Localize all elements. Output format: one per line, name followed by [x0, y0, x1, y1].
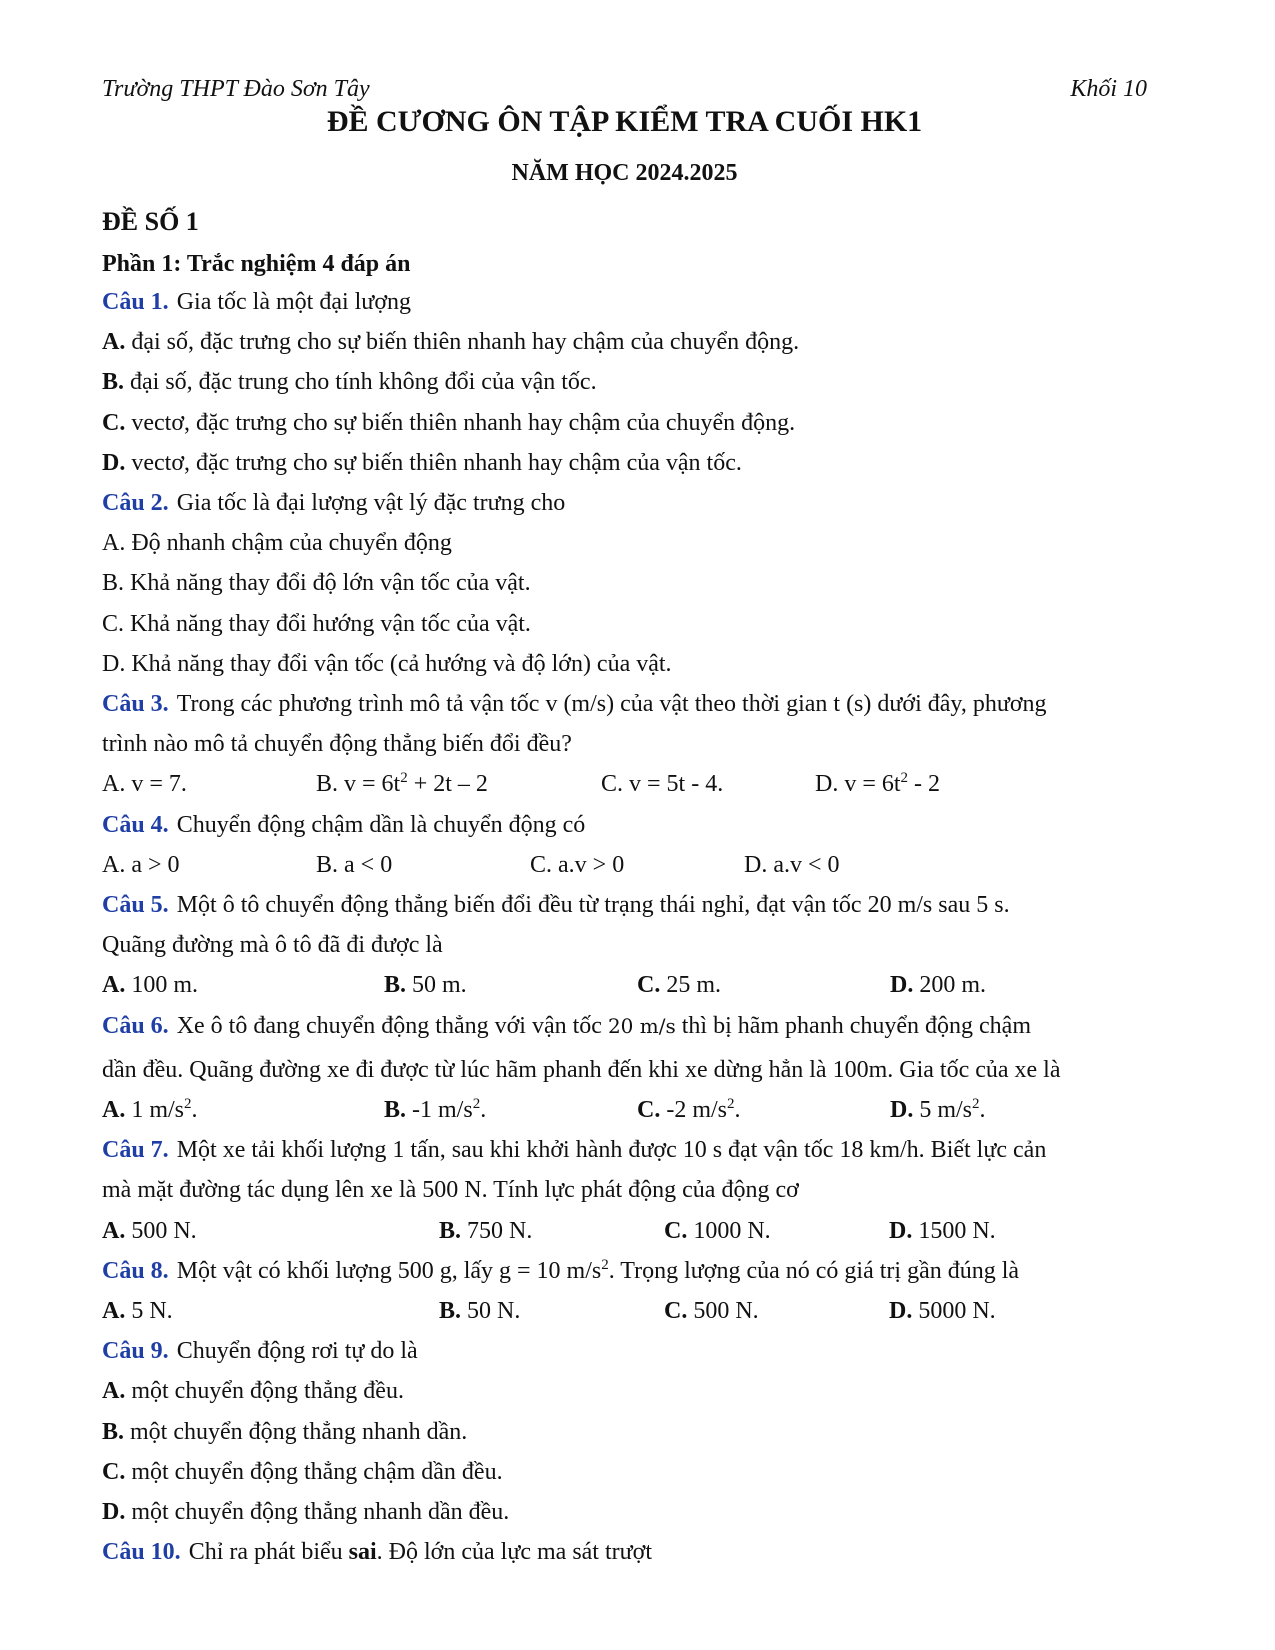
option-c: C. a.v > 0	[530, 851, 625, 878]
question-9	[102, 1331, 1147, 1371]
question-text: . Độ lớn của lực ma sát trượt	[376, 1539, 653, 1566]
options-row	[102, 1291, 1147, 1331]
options-row	[102, 965, 1147, 1005]
page-header	[102, 72, 1147, 106]
option-a: A. 5 N.	[102, 1298, 173, 1325]
exam-number: ĐỀ SỐ 1	[102, 207, 199, 236]
option-a: A. v = 7.	[102, 771, 187, 798]
question-label: Câu 9.	[102, 1338, 169, 1365]
option-c: C. Khả năng thay đổi hướng vận tốc của vật.	[102, 610, 531, 637]
option-d: D. 200 m.	[890, 972, 987, 999]
question-text: Gia tốc là đại lượng vật lý đặc trưng cho	[176, 490, 566, 517]
superscript: 2	[601, 1256, 609, 1273]
options-row	[102, 845, 1147, 885]
question-label: Câu 5.	[102, 892, 169, 919]
option-b: B. $v = 6t^2 + 2t - 2$	[316, 770, 488, 798]
option-c: C. 1000 N.	[664, 1217, 771, 1244]
question-text: Chuyển động chậm dần là chuyển động có	[176, 811, 586, 838]
option-b: B. 750 N.	[439, 1217, 533, 1244]
option-c	[102, 403, 1147, 443]
option-d: D. 5000 N.	[889, 1298, 996, 1325]
option-d	[102, 443, 1147, 483]
school-name: Trường THPT Đào Sơn Tây	[102, 76, 370, 102]
option-c: C. một chuyển động thẳng chậm dần đều.	[102, 1458, 503, 1485]
question-2	[102, 483, 1147, 523]
option-d: D. $v = 6t^2 - 2$	[815, 770, 941, 798]
option-b	[102, 362, 1147, 402]
option-text: vectơ, đặc trưng cho sự biến thiên nhanh hay chậm của vận tốc.	[131, 449, 742, 476]
option-letter: A.	[102, 329, 126, 356]
school-year: NĂM HỌC 2024.2025	[511, 160, 738, 186]
speed-value: 20 m/s	[607, 1013, 676, 1038]
option-d: D. 1500 N.	[889, 1217, 996, 1244]
question-text: Gia tốc là một đại lượng	[176, 289, 412, 315]
option-b: B. Khả năng thay đổi độ lớn vận tốc của vật.	[102, 570, 531, 597]
question-1	[102, 282, 1147, 322]
question-3	[102, 684, 1147, 724]
question-10	[102, 1532, 1147, 1572]
option-d: D. Khả năng thay đổi vận tốc (cả hướng và độ lớn) của vật.	[102, 650, 672, 677]
question-text: Một ô tô chuyển động thẳng biến đổi đều từ trạng thái nghỉ, đạt vận tốc 20 m/s sau 5 s.	[176, 892, 1010, 919]
option-d: D. một chuyển động thẳng nhanh dần đều.	[102, 1499, 510, 1526]
option-text: đại số, đặc trưng cho sự biến thiên nhanh hay chậm của chuyển động.	[131, 329, 800, 356]
option-b: B. 50 N.	[439, 1298, 521, 1325]
option-a: A. Độ nhanh chậm của chuyển động	[102, 530, 452, 557]
emphasis-word: sai	[348, 1539, 377, 1566]
question-text: Chỉ ra phát biểu	[188, 1539, 343, 1566]
question-text: Một vật có khối lượng 500 g, lấy g = 10 m/s	[176, 1257, 602, 1284]
option-d: D. a.v < 0	[744, 851, 840, 878]
question-label: Câu 8.	[102, 1257, 169, 1284]
question-6	[102, 1006, 1147, 1046]
grade-label: Khối 10	[1070, 76, 1147, 102]
question-7	[102, 1130, 1147, 1170]
options-row	[102, 764, 1147, 804]
option-letter: B.	[102, 369, 125, 396]
question-text: Xe ô tô đang chuyển động thẳng với vận tốc	[176, 1012, 602, 1039]
option-a: A. 1 $m/s^2$.	[102, 1096, 198, 1124]
document-title: ĐỀ CƯƠNG ÔN TẬP KIỂM TRA CUỐI HK1	[326, 105, 923, 138]
question-8	[102, 1251, 1147, 1291]
option-b: B. một chuyển động thẳng nhanh dần.	[102, 1418, 468, 1445]
question-4	[102, 805, 1147, 845]
option-a: A. một chuyển động thẳng đều.	[102, 1378, 404, 1405]
option-c: C. 25 m.	[637, 972, 722, 999]
question-label: Câu 7.	[102, 1137, 169, 1164]
part-heading: Phần 1: Trắc nghiệm 4 đáp án	[102, 251, 411, 277]
option-a: A. 100 m.	[102, 972, 199, 999]
option-c: C. -2 $m/s^2$.	[637, 1096, 741, 1124]
option-letter: C.	[102, 409, 126, 436]
option-text: vectơ, đặc trưng cho sự biến thiên nhanh hay chậm của chuyển động.	[131, 409, 796, 436]
options-row	[102, 1211, 1147, 1251]
option-b: B. a < 0	[316, 851, 393, 878]
question-text: Trong các phương trình mô tả vận tốc v (m/s) của vật theo thời gian t (s) dưới đây, phương	[176, 691, 1047, 718]
question-text-continued: trình nào mô tả chuyển động thẳng biến đổi đều?	[102, 731, 572, 758]
question-text-continued: mà mặt đường tác dụng lên xe là 500 N. Tính lực phát động của động cơ	[102, 1177, 799, 1204]
question-text-continued: dần đều. Quãng đường xe đi được từ lúc hãm phanh đến khi xe dừng hẳn là 100m. Gia tốc của xe là	[102, 1056, 1061, 1083]
question-label: Câu 6.	[102, 1012, 169, 1039]
question-label: Câu 10.	[102, 1539, 181, 1566]
option-a	[102, 322, 1147, 362]
question-label: Câu 4.	[102, 811, 169, 838]
question-text: thì bị hãm phanh chuyển động chậm	[681, 1012, 1031, 1039]
question-label: Câu 2.	[102, 490, 169, 517]
option-c: C. 500 N.	[664, 1298, 759, 1325]
option-text: đại số, đặc trung cho tính không đổi của vận tốc.	[130, 369, 597, 396]
question-label: Câu 3.	[102, 691, 169, 718]
option-b: B. -1 $m/s^2$.	[384, 1096, 487, 1124]
question-label: Câu 1.	[102, 289, 169, 315]
question-text: Chuyển động rơi tự do là	[176, 1338, 418, 1365]
options-row	[102, 1090, 1147, 1130]
option-b: B. 50 m.	[384, 972, 467, 999]
option-a: A. 500 N.	[102, 1217, 197, 1244]
option-a: A. a > 0	[102, 851, 180, 878]
question-text-continued: Quãng đường mà ô tô đã đi được là	[102, 932, 443, 959]
question-text: . Trọng lượng của nó có giá trị gần đúng là	[608, 1257, 1020, 1284]
question-text: Một xe tải khối lượng 1 tấn, sau khi khởi hành được 10 s đạt vận tốc 18 km/h. Biết lực cản	[176, 1137, 1047, 1164]
option-letter: D.	[102, 449, 126, 476]
question-5	[102, 885, 1147, 925]
option-d: D. 5 $m/s^2$.	[890, 1096, 986, 1124]
option-c: C. v = 5t - 4.	[601, 771, 724, 798]
